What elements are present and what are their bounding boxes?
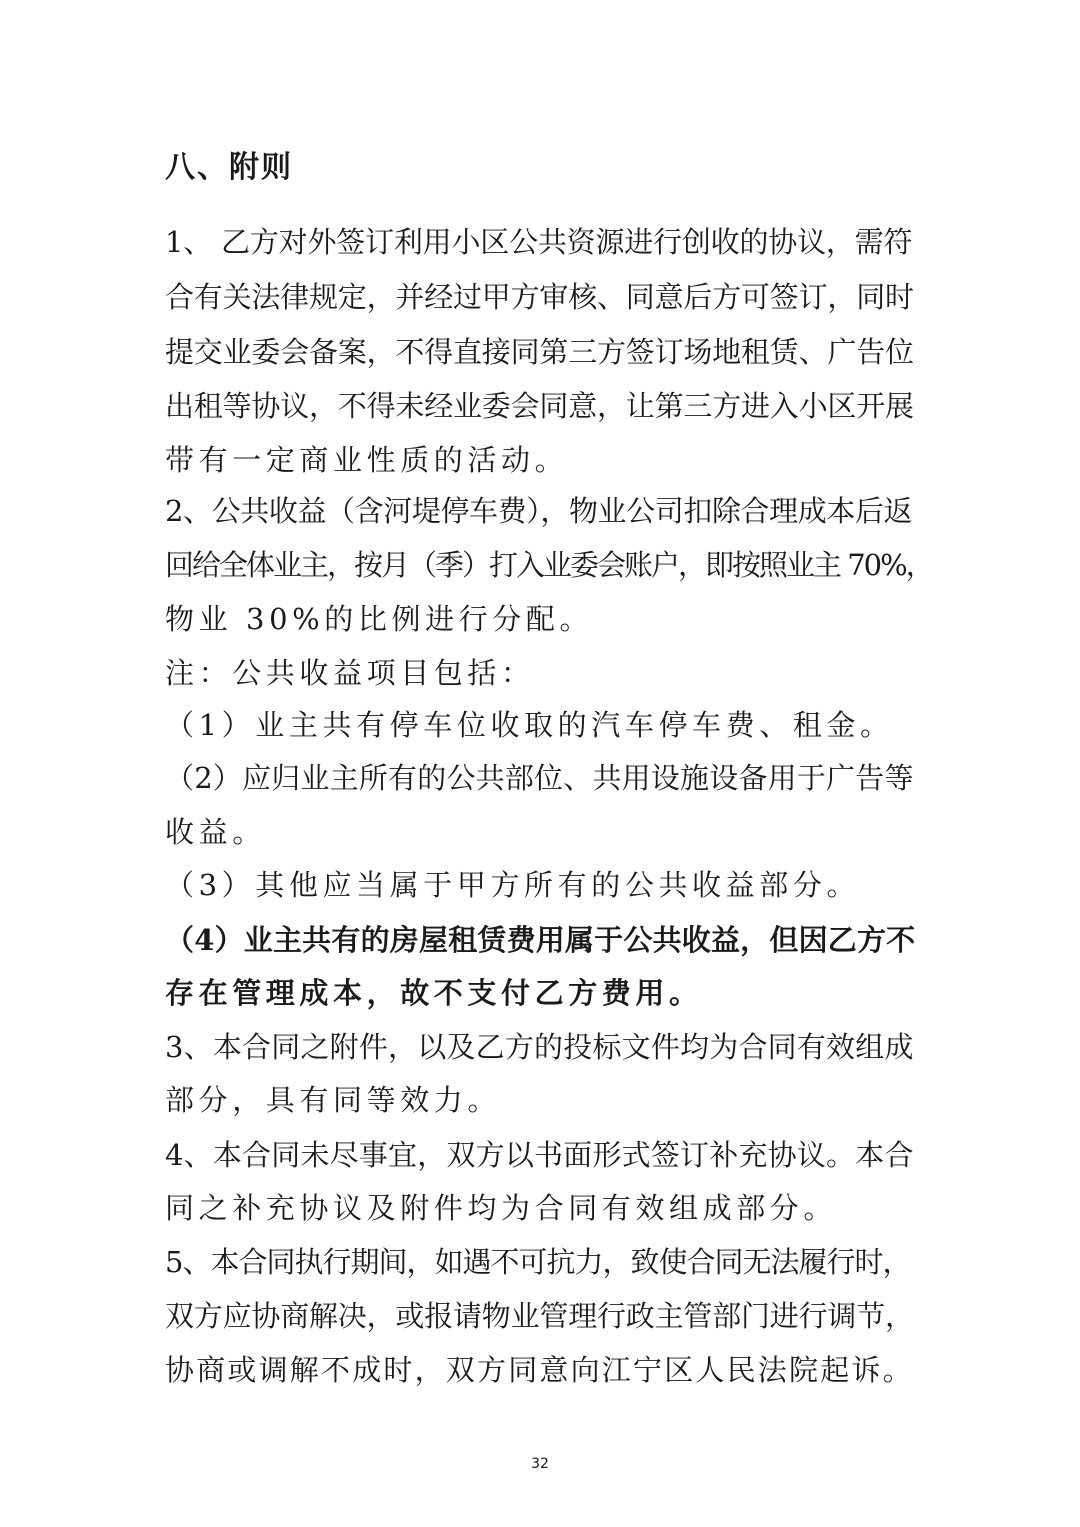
text-line: 出租等协议，不得未经业委会同意，让第三方进入小区开展 xyxy=(165,389,914,423)
text-line: 5、本合同执行期间，如遇不可抗力，致使合同无法履行时， xyxy=(165,1245,911,1279)
text-line: （3）其他应当属于甲方所有的公共收益部分。 xyxy=(165,868,861,902)
text-line: 2、公共收益（含河堤停车费），物业公司扣除合理成本后返 xyxy=(165,494,913,528)
text-line: （2）应归业主所有的公共部位、共用设施设备用于广告等 xyxy=(165,761,914,795)
text-line: 收益。 xyxy=(165,815,266,849)
text-line: 3、本合同之附件，以及乙方的投标文件均为合同有效组成 xyxy=(165,1030,914,1064)
text-line: 协商或调解不成时，双方同意向江宁区人民法院起诉。 xyxy=(165,1353,914,1387)
text-line: 双方应协商解决，或报请物业管理行政主管部门进行调节， xyxy=(165,1299,914,1333)
text-line: 4、本合同未尽事宜，双方以书面形式签订补充协议。本合 xyxy=(165,1138,914,1172)
bold-text-line: （4）业主共有的房屋租赁费用属于公共收益，但因乙方不 xyxy=(165,923,916,957)
text-line: 带有一定商业性质的活动。 xyxy=(165,443,569,477)
bold-text-line: 存在管理成本，故不支付乙方费用。 xyxy=(165,976,703,1010)
text-line: 物业 30%的比例进行分配。 xyxy=(165,602,594,636)
text-line: 注：公共收益项目包括： xyxy=(165,656,535,690)
page-number: 32 xyxy=(531,1456,549,1472)
text-line: 合有关法律规定，并经过甲方审核、同意后方可签订，同时 xyxy=(165,280,914,314)
text-line: 回给全体业主，按月（季）打入业委会账户，即按照业主 70%， xyxy=(165,548,933,582)
text-line: 同之补充协议及附件均为合同有效组成部分。 xyxy=(165,1191,838,1225)
text-line: 部分，具有同等效力。 xyxy=(165,1083,502,1117)
text-line: （1）业主共有停车位收取的汽车停车费、租金。 xyxy=(165,708,894,742)
text-line: 1、 乙方对外签订利用小区公共资源进行创收的协议，需符 xyxy=(165,225,913,259)
section-heading: 八、附则 xyxy=(165,150,293,185)
text-line: 提交业委会备案，不得直接同第三方签订场地租赁、广告位 xyxy=(165,335,914,369)
